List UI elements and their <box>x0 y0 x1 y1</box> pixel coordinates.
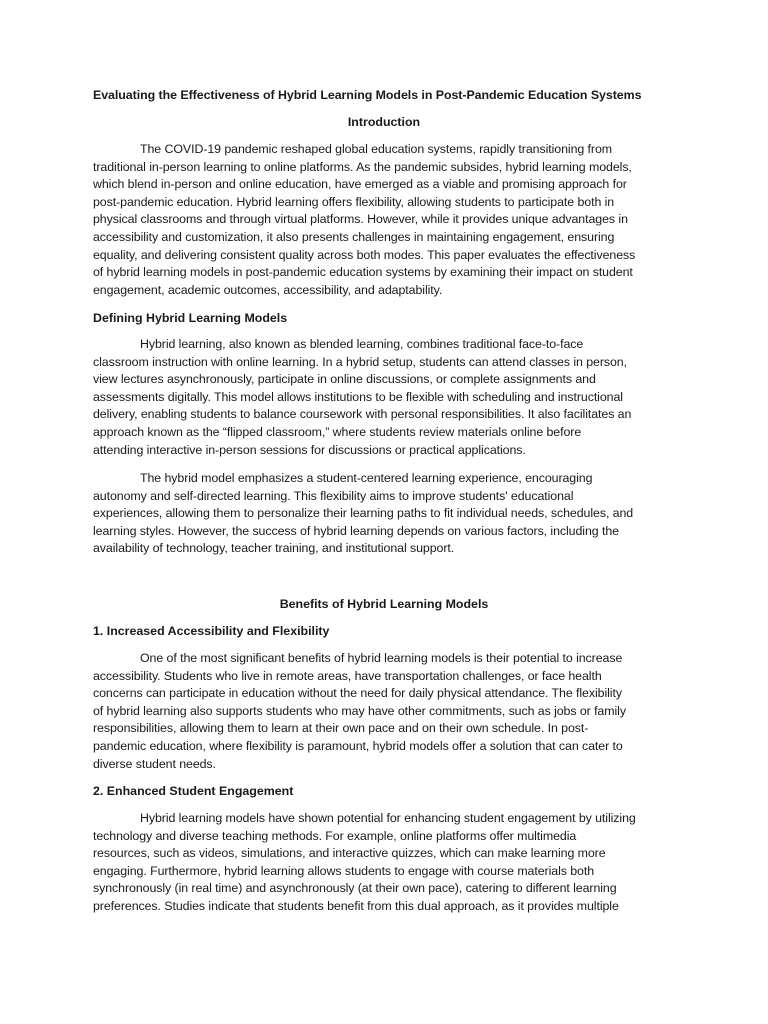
text-line: pandemic education, where flexibility is paramount, hybrid models offer a solution that can cater to <box>93 738 623 753</box>
text-line: synchronously (in real time) and asynchronously (at their own pace), catering to different learning <box>93 881 617 896</box>
text-line: learning styles. However, the success of hybrid learning depends on various factors, including the <box>93 523 619 538</box>
text-line: One of the most significant benefits of hybrid learning models is their potential to increase <box>140 651 623 665</box>
text-line: Hybrid learning, also known as blended learning, combines traditional face-to-face <box>140 337 584 351</box>
text-line: equality, and delivering consistent quality across both modes. This paper evaluates the effectiveness <box>93 247 636 262</box>
text-line: attending interactive in-person sessions for discussions or practical applications. <box>93 442 526 457</box>
text-line: The COVID-19 pandemic reshaped global education systems, rapidly transitioning from <box>140 142 613 156</box>
engagement-paragraph <box>93 810 675 916</box>
defining-paragraph-1 <box>93 336 675 459</box>
accessibility-heading: 1. Increased Accessibility and Flexibility <box>93 624 330 638</box>
text-line: of hybrid learning models in post-pandemic education systems by examining their impact on student <box>93 265 633 280</box>
text-line: traditional in-person learning to online platforms. As the pandemic subsides, hybrid learning models, <box>93 159 632 174</box>
document-page <box>93 0 675 1024</box>
engagement-heading: 2. Enhanced Student Engagement <box>93 784 294 798</box>
text-line: physical classrooms and through virtual platforms. However, while it provides unique advantages in <box>93 212 628 227</box>
introduction-paragraph <box>93 141 675 299</box>
defining-paragraph-2 <box>93 470 675 558</box>
text-line: The hybrid model emphasizes a student-centered learning experience, encouraging <box>140 471 593 485</box>
text-line: accessibility. Students who live in remote areas, have transportation challenges, or face health <box>93 668 602 683</box>
accessibility-paragraph <box>93 650 675 773</box>
text-line: delivery, enabling students to balance coursework with personal responsibilities. It also facilitates an <box>93 407 632 422</box>
text-line: concerns can participate in education without the need for daily physical attendance. The flexibility <box>93 686 622 701</box>
text-line: accessibility and customization, it also presents challenges in maintaining engagement, ensuring <box>93 229 615 244</box>
text-line: technology and diverse teaching methods. For example, online platforms offer multimedia <box>93 828 577 843</box>
text-line: Hybrid learning models have shown potential for enhancing student engagement by utilizing <box>140 811 636 825</box>
text-line: resources, such as videos, simulations, and interactive quizzes, which can make learning more <box>93 846 606 861</box>
text-line: engagement, academic outcomes, accessibility, and adaptability. <box>93 282 443 297</box>
text-line: experiences, allowing them to personalize their learning paths to fit individual needs, schedules, and <box>93 506 634 521</box>
text-line: autonomy and self-directed learning. This flexibility aims to improve students' educational <box>93 488 574 503</box>
document-title: Evaluating the Effectiveness of Hybrid Learning Models in Post-Pandemic Education Systems <box>93 88 642 102</box>
text-line: post-pandemic education. Hybrid learning offers flexibility, allowing students to participate both in <box>93 194 615 209</box>
benefits-heading: Benefits of Hybrid Learning Models <box>279 597 489 611</box>
introduction-heading: Introduction <box>347 115 421 129</box>
text-line: availability of technology, teacher training, and institutional support. <box>93 541 455 556</box>
text-line: classroom instruction with online learning. In a hybrid setup, students can attend classes in person, <box>93 354 627 369</box>
text-line: which blend in-person and online education, have emerged as a viable and promising approach for <box>93 177 627 192</box>
text-line: diverse student needs. <box>93 756 216 771</box>
text-line: of hybrid learning also supports students who may have other commitments, such as jobs or family <box>93 703 626 718</box>
text-line: approach known as the “flipped classroom,” where students review materials online before <box>93 424 582 439</box>
text-line: assessments digitally. This model allows institutions to be flexible with scheduling and instructional <box>93 389 623 404</box>
defining-hybrid-heading: Defining Hybrid Learning Models <box>93 311 288 325</box>
text-line: responsibilities, allowing them to learn at their own pace and on their own schedule. In post- <box>93 721 589 736</box>
text-line: view lectures asynchronously, participate in online discussions, or complete assignments and <box>93 372 596 387</box>
text-line: engaging. Furthermore, hybrid learning allows students to engage with course materials both <box>93 863 595 878</box>
text-line: preferences. Studies indicate that students benefit from this dual approach, as it provides multiple <box>93 898 619 913</box>
